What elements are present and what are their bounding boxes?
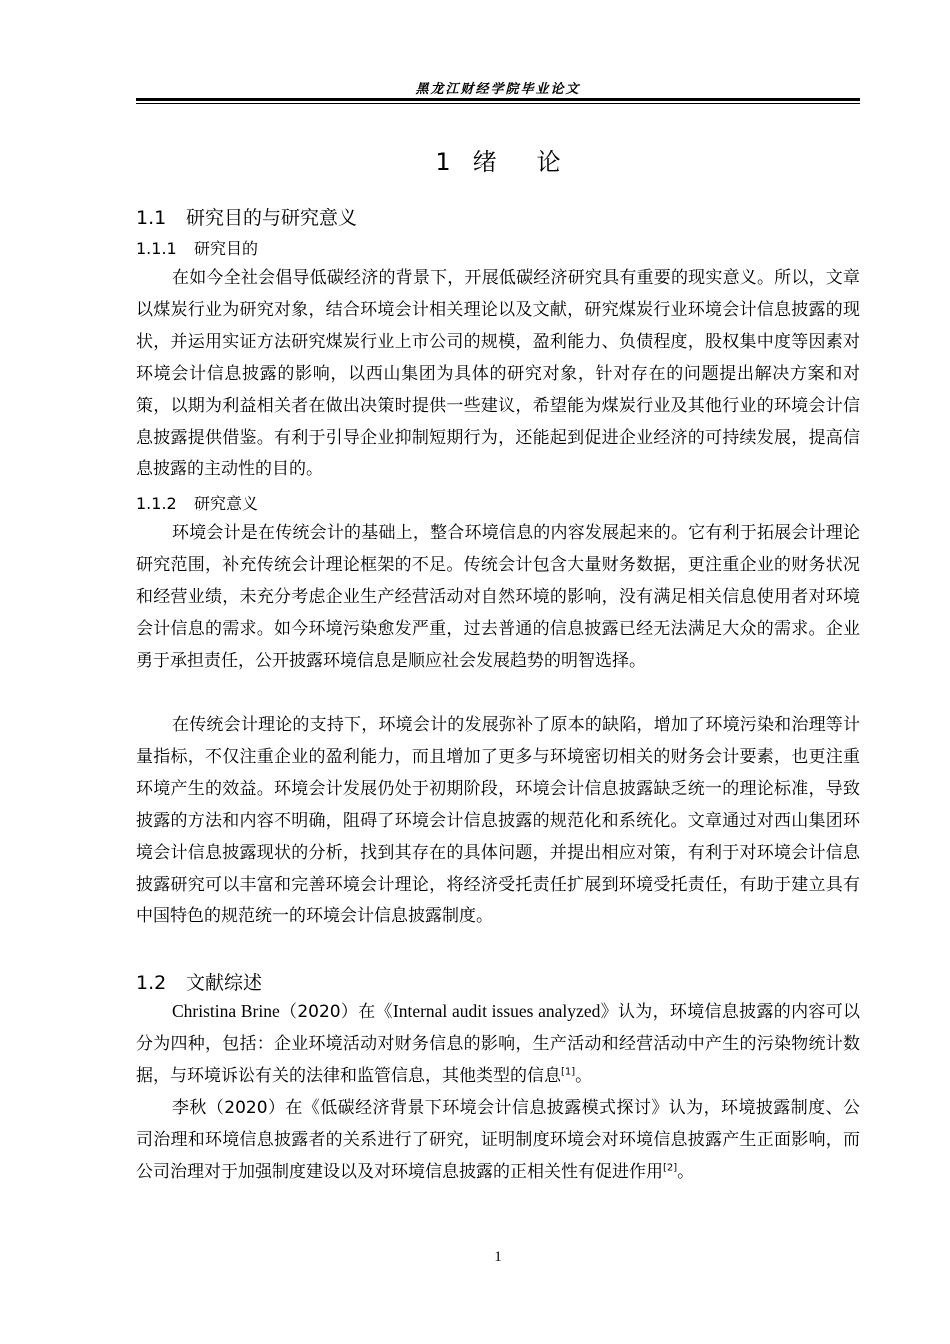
subsection-title: 研究意义 <box>194 494 259 513</box>
paragraph-research-significance-2: 在传统会计理论的支持下，环境会计的发展弥补了原本的缺陷，增加了环境污染和治理等计量指标，不仅注重企业的盈利能力，而且增加了更多与环境密切相关的财务会计要素，也更注重环境产生的效益。环境会计发展仍处于初期阶段，环境会计信息披露缺乏统一的理论标准，导致披露的方法和内容不明确，阻碍了环境会计信息披露的规范化和系统化。文章通过对西山集团环境会计信息披露现状的分析，找到其存在的具体问题，并提出相应对策，有利于对环境会计信息披露研究可以丰富和完善环境会计理论，将经济受托责任扩展到环境受托责任，有助于建立具有中国特色的规范统一的环境会计信息披露制度。 <box>136 715 860 927</box>
cited-work-title: Internal audit issues analyzed <box>392 1001 601 1021</box>
section-number: 1.1 <box>136 207 167 229</box>
chapter-number: 1 <box>435 148 451 176</box>
chapter-title-char-2: 论 <box>536 148 561 176</box>
citation-body: 李秋（2020）在《低碳经济背景下环境会计信息披露模式探讨》认为，环境披露制度、公司治理和环境信息披露者的关系进行了研究，证明制度环境会对环境信息披露产生正面影响，而公司治理对于加强制度建设以及对环境信息披露的正相关性有促进作用 <box>136 1098 860 1182</box>
section-heading-1-2 <box>136 968 262 995</box>
section-title: 文献综述 <box>186 972 263 994</box>
citation-year: （2020）在《 <box>279 1002 393 1022</box>
subsection-number: 1.1.1 <box>136 239 177 258</box>
subsection-heading-1-1-1 <box>136 236 258 259</box>
header-rule-thin <box>136 103 860 104</box>
reference-marker: [1] <box>561 1066 576 1078</box>
citation-body: 》认为，环境信息披露的内容可以分为四种，包括：企业环境活动对财务信息的影响，生产活动和经营活动中产生的污染物统计数据，与环境诉讼有关的法律和监管信息，其他类型的信息 <box>136 1002 861 1086</box>
section-heading-1-1 <box>136 203 357 230</box>
paragraph-research-purpose: 在如今全社会倡导低碳经济的背景下，开展低碳经济研究具有重要的现实意义。所以，文章以煤炭行业为研究对象，结合环境会计相关理论以及文献，研究煤炭行业环境会计信息披露的现状，并运用实证方法研究煤炭行业上市公司的规模，盈利能力、负债程度，股权集中度等因素对环境会计信息披露的影响，以西山集团为具体的研究对象，针对存在的问题提出解决方案和对策，以期为利益相关者在做出决策时提供一些建议，希望能为煤炭行业及其他行业的环境会计信息披露提供借鉴。有利于引导企业抑制短期行为，还能起到促进企业经济的可持续发展，提高信息披露的主动性的目的。 <box>136 268 860 480</box>
section-title: 研究目的与研究意义 <box>186 207 358 229</box>
paragraph-literature-review-1 <box>136 996 860 1093</box>
chapter-title-char-1: 绪 <box>472 148 497 176</box>
header-rule-thick <box>136 98 860 101</box>
paragraph-research-significance-1: 环境会计是在传统会计的基础上，整合环境信息的内容发展起来的。它有利于拓展会计理论研究范围，补充传统会计理论框架的不足。传统会计包含大量财务数据，更注重企业的财务状况和经营业绩，未充分考虑企业生产经营活动对自然环境的影响，没有满足相关信息使用者对环境会计信息的需求。如今环境污染愈发严重，过去普通的信息披露已经无法满足大众的需求。企业勇于承担责任，公开披露环境信息是顺应社会发展趋势的明智选择。 <box>136 523 860 671</box>
section-number: 1.2 <box>136 972 167 994</box>
subsection-title: 研究目的 <box>194 239 259 258</box>
sentence-end: 。 <box>575 1065 593 1086</box>
subsection-number: 1.1.2 <box>136 494 177 513</box>
sentence-end: 。 <box>677 1161 695 1182</box>
paragraph-literature-review-2 <box>136 1093 860 1189</box>
chapter-title <box>136 142 860 177</box>
subsection-heading-1-1-2 <box>136 491 258 514</box>
cited-author: Christina Brine <box>172 1001 280 1021</box>
running-header: 黑龙江财经学院毕业论文 <box>415 82 581 97</box>
page-number: 1 <box>494 1249 502 1265</box>
reference-marker: [2] <box>663 1162 678 1174</box>
